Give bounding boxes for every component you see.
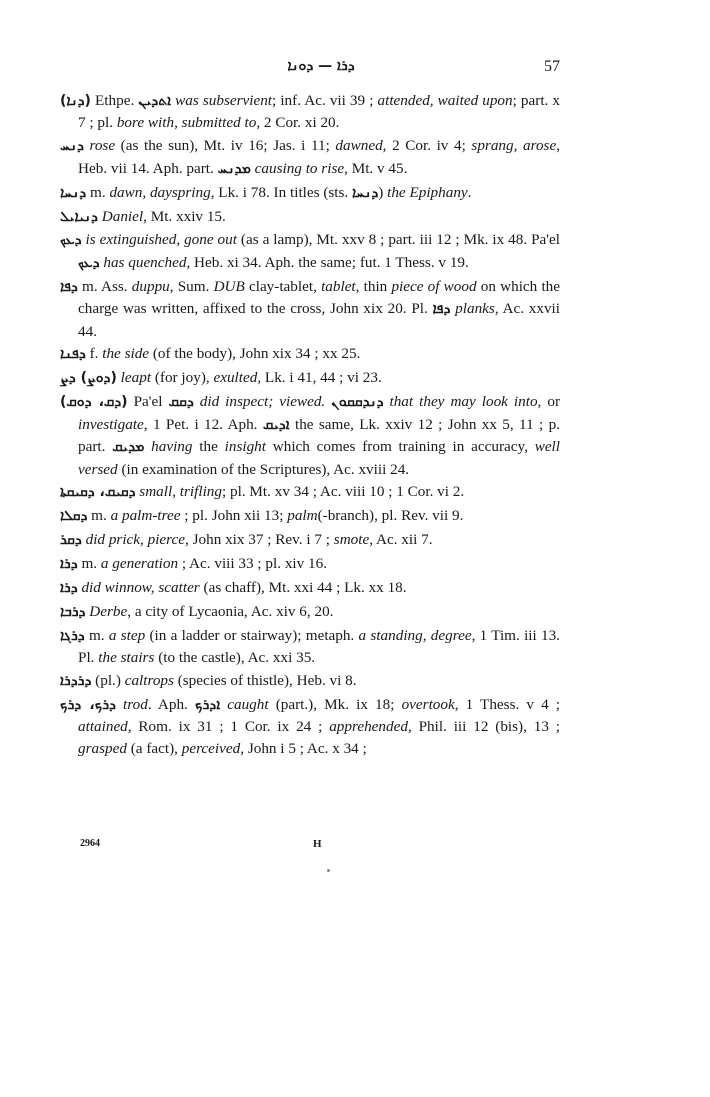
italic-gloss: that they may look into [383,393,538,411]
italic-gloss: having [144,438,193,456]
entry-text: (-branch), pl. Rev. vii 9. [317,507,464,525]
dictionary-entry [60,670,560,692]
running-head-title: ܕܪܐ — ܕܘܢܐ [287,58,355,74]
dictionary-entry [60,206,560,228]
syriac-headword: ܕܩܝܩ، ܕܩܝܩܬܐ [60,484,136,501]
italic-gloss: grasped [78,739,127,757]
entry-text: clay-tablet, [244,277,322,295]
italic-gloss: a step [108,626,146,644]
italic-gloss: sprang, arose [471,137,557,155]
dictionary-entry [60,276,560,342]
italic-gloss: causing to rise [250,159,345,177]
dictionary-entry [60,601,560,623]
syriac-headword: ܐܕܝܩ [262,416,290,433]
italic-gloss: DUB [213,277,245,295]
entry-text: ; inf. Ac. vii 39 ; [272,92,378,109]
italic-gloss: planks [450,300,495,318]
entry-text: on which the charge was written, affixed to the cross, John xix 20. Pl. [78,277,561,318]
dictionary-entry [60,182,560,204]
dictionary-entry [60,343,560,365]
syriac-headword: ܕܥܟ [78,254,100,271]
running-head [82,56,560,80]
dictionary-entry [60,90,560,134]
entry-text: , 1 Thess. v 4 ; [454,696,561,714]
entry-text: , Heb. xi 34. Aph. the same; fut. 1 Thess. v 19. [186,253,469,271]
entry-text: the same, Lk. xxiv 12 ; John xx 5, 11 ; p. part. [78,415,560,456]
italic-gloss: investigate [78,415,144,433]
dictionary-entry [60,529,560,551]
syriac-headword: (ܕܘܨ) ܕܨ [60,370,117,387]
italic-gloss: Daniel [97,207,144,225]
entry-text: (as a lamp), Mt. xxv 8 ; part. iii 12 ; Mk. ix 48. Pa'el [236,231,560,249]
syriac-headword: ܕܢܚܐ [60,184,87,201]
dictionary-entry [60,481,560,503]
italic-gloss: attended, waited upon [377,92,513,109]
entry-text: , Ac. xii 7. [369,531,433,549]
italic-gloss: caught [220,696,269,714]
entry-text: m. [86,183,110,201]
page-footer [80,838,540,854]
entries-list [60,90,560,761]
italic-gloss: small, trifling [135,483,222,501]
entry-text: , Mt. v 45. [344,159,408,177]
syriac-headword: ܕܢܝܐܝܠ [60,208,98,225]
entry-text: (for joy), [151,369,214,387]
signature-mark: H [313,838,322,850]
italic-gloss: a generation [100,555,179,573]
entry-text: , John xix 37 ; Rev. i 7 ; [185,531,334,549]
entry-text: f. [85,345,103,363]
entry-text: , Lk. i 41, 44 ; vi 23. [257,369,382,387]
dictionary-entry [60,577,560,599]
italic-gloss: duppu [131,277,170,295]
paper-speck [327,869,330,872]
syriac-headword: ܕܩܪ [60,532,82,549]
italic-gloss: leapt [116,369,152,387]
syriac-headword: ܕܢܚ [60,138,84,155]
italic-gloss: a standing, degree [358,626,472,644]
italic-gloss: apprehended [329,718,408,736]
dictionary-entry [60,553,560,575]
italic-gloss: dawned [335,137,383,155]
entry-text: , 2 Cor. xi 20. [256,114,340,132]
printer-signature: 2964 [80,838,100,849]
entry-text: (species of thistle), Heb. vi 8. [173,672,357,690]
syriac-headword: ܕܪܓܐ [60,627,85,644]
syriac-headword: ܡܕܝܩ [112,439,145,456]
italic-gloss: is extinguished, gone out [81,231,237,249]
entry-text: , a city of Lycaonia, Ac. xiv 6, 20. [127,602,334,620]
entry-text: (in examination of the Scriptures), Ac. xviii 24. [117,460,410,478]
italic-gloss: dawn, dayspring [109,183,211,201]
italic-gloss: the side [102,345,150,363]
syriac-headword: (ܕܩ، ܕܘܩ) [60,394,128,411]
page-number: 57 [544,58,560,75]
entry-text: (in a ladder or stairway); metaph. [145,626,359,644]
syriac-headword: ܕܩܩ [168,394,194,411]
entry-text: (as the sun), Mt. iv 16; Jas. i 11; [115,137,336,155]
entry-text: Ethpe. [90,92,139,109]
syriac-headword: ܐܕܪܟ [194,697,221,714]
syriac-headword: ܕܪܐ [60,580,78,597]
syriac-headword: ܕܩܠܐ [60,508,88,525]
syriac-headword: ܕܪܟ، ܕܪܟ [60,697,116,714]
italic-gloss: a palm-tree [110,507,181,525]
italic-gloss: palm [287,507,318,525]
italic-gloss: piece of wood [391,277,477,295]
syriac-headword: (ܕܢܐ) [60,93,91,109]
entry-text: m. [87,507,111,525]
entry-text: , 2 Cor. iv 4; [382,137,472,155]
entry-text: , Heb. vii 14. Aph. part. [78,137,560,177]
italic-gloss: attained [78,718,128,736]
italic-gloss: bore with, submitted to [116,114,257,132]
dictionary-entry [60,135,560,180]
entry-text: m. [77,555,101,573]
italic-gloss: rose [83,137,116,155]
entry-text: , John i 5 ; Ac. x 34 ; [240,739,367,757]
italic-gloss: tablet [321,277,356,295]
italic-gloss: exulted [213,369,258,387]
italic-gloss: trod [115,696,148,714]
entry-text: . Aph. [147,696,195,714]
entry-text: ; part. x 7 ; pl. [78,92,561,132]
entry-text: (a fact), [126,739,182,757]
entry-text: (to the castle), Ac. xxi 35. [154,649,316,667]
entry-text: , thin [355,277,392,295]
syriac-headword: ܕܥܟ [60,232,82,249]
dictionary-entry [60,694,560,759]
entry-text: ; pl. Mt. xv 34 ; Ac. viii 10 ; 1 Cor. vi 2. [222,483,465,501]
entry-text: (as chaff), Mt. xxi 44 ; Lk. xx 18. [199,579,407,597]
syriac-headword: ܕܢܕܩܩܘܢ [331,394,384,411]
dictionary-entry [60,367,560,389]
italic-gloss: did prick, pierce [81,531,185,549]
entry-text: (of the body), John xix 34 ; xx 25. [149,345,361,363]
syriac-headword: ܕܦܐ [60,278,78,295]
entry-text: m. Ass. [77,277,132,295]
italic-gloss: the Epiphany [387,183,468,201]
italic-gloss: the stairs [98,649,155,667]
italic-gloss: Derbe [85,602,128,620]
italic-gloss: overtook [401,696,455,714]
italic-gloss: smote [333,531,370,549]
entry-text: , Rom. ix 31 ; 1 Cor. ix 24 ; [127,718,330,736]
entry-text: , Phil. iii 12 (bis), 13 ; [407,718,561,736]
entry-text: ) [378,183,388,201]
entry-text: , Ac. xxvii 44. [78,300,560,340]
dictionary-entry [60,505,560,527]
syriac-headword: ܕܪܐ [60,556,78,573]
italic-gloss: insight [224,438,266,456]
dictionary-entry [60,625,560,669]
syriac-headword: ܕܦܢܐ [60,346,86,363]
italic-gloss: has quenched [99,253,187,271]
entry-text: , or [537,393,561,411]
entry-text: which comes from training in accuracy, [265,438,535,456]
entry-text: (pl.) [91,672,125,690]
entry-text: , Mt. xxiv 15. [143,207,226,225]
entry-text: (part.), Mk. ix 18; [268,696,402,714]
italic-gloss: did inspect; viewed. [193,393,332,411]
entry-text: m. [84,626,109,644]
syriac-headword: ܕܪܕܪܐ [60,673,92,690]
entry-text: , 1 Tim. iii 13. Pl. [78,626,560,667]
syriac-headword: ܕܦܐ [432,301,451,318]
entry-text: . [467,183,472,201]
syriac-headword: ܡܕܢܚ [217,160,251,177]
italic-gloss: was subservient [171,92,273,109]
italic-gloss: caltrops [124,672,174,690]
entry-text: ; pl. John xii 13; [180,507,288,525]
dictionary-entry [60,391,560,480]
syriac-headword: ܕܪܒܐ [60,603,86,620]
entry-text: the [192,438,225,456]
entry-text: Pa'el [127,393,169,411]
syriac-headword: ܐܬܕܝܢ [138,93,172,109]
dictionary-entry [60,229,560,274]
entry-text: , Lk. i 78. In titles (sts. [210,183,353,201]
entry-text: , 1 Pet. i 12. Aph. [143,415,263,433]
entry-text: ; Ac. viii 33 ; pl. xiv 16. [178,555,328,573]
italic-gloss: did winnow, scatter [77,579,200,597]
italic-gloss: perceived [181,739,241,757]
syriac-headword: ܕܢܚܐ [352,184,379,201]
italic-gloss: well versed [78,438,560,478]
entry-text: , Sum. [169,277,214,295]
